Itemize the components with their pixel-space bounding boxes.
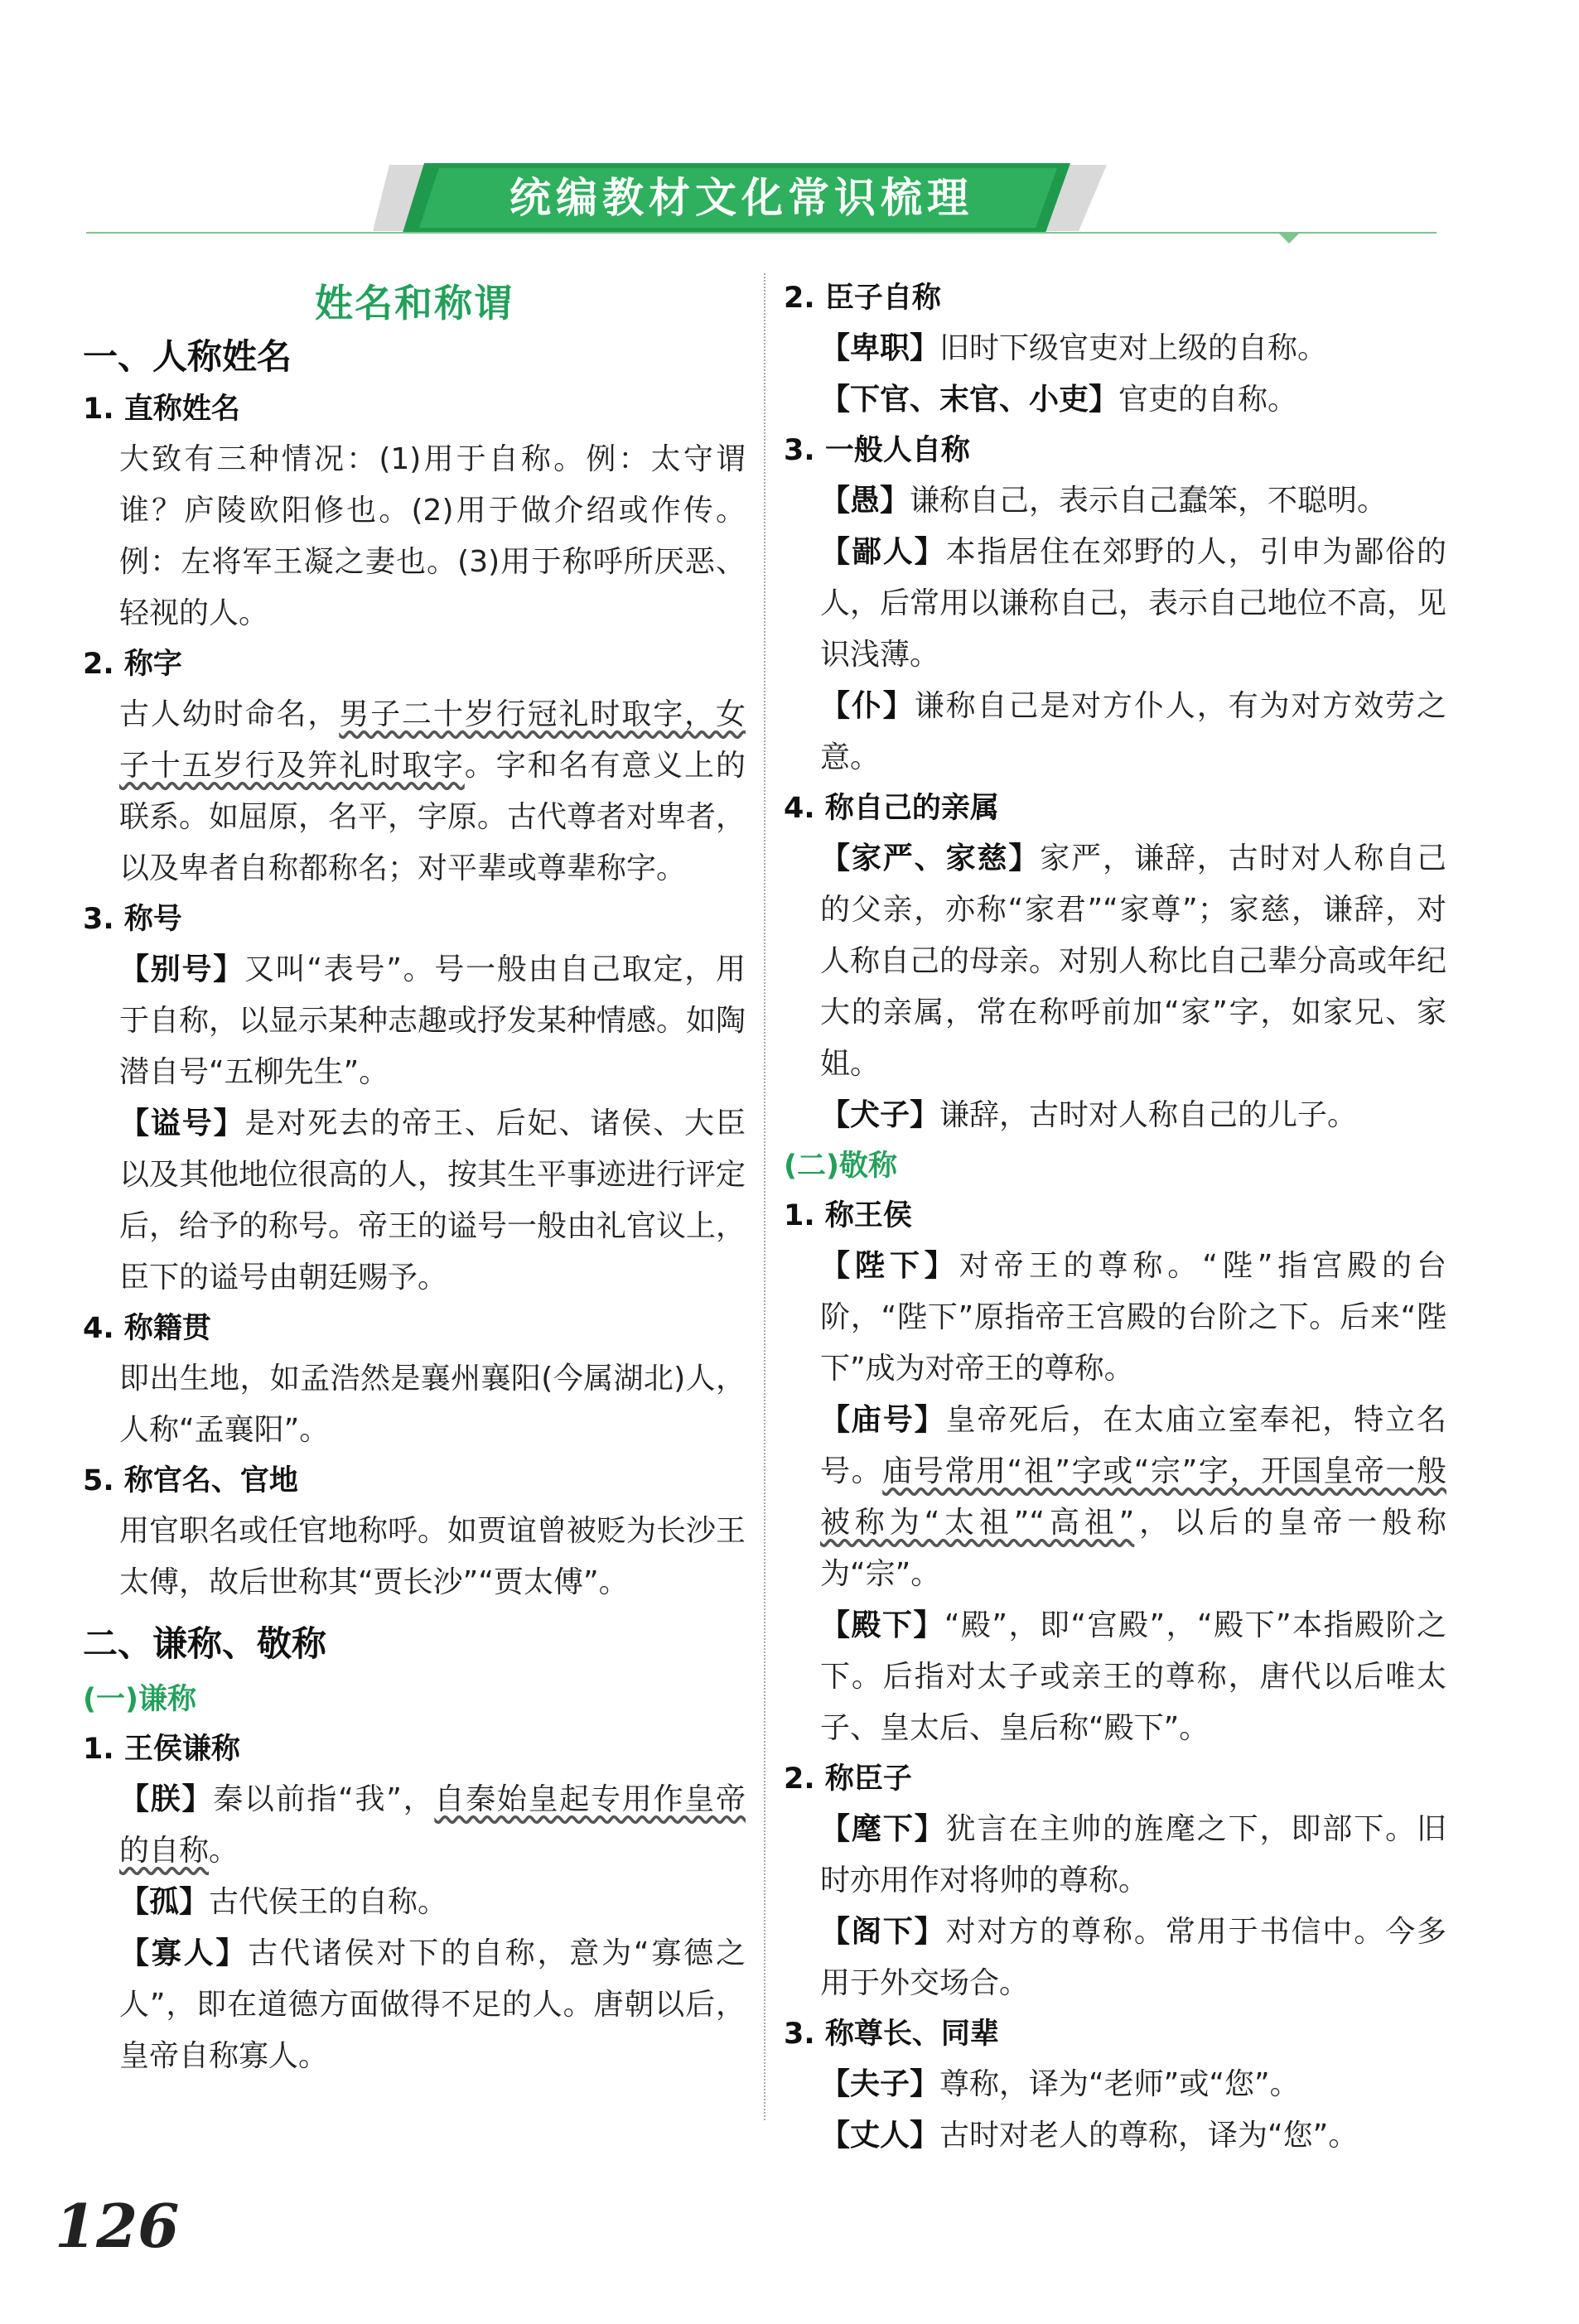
paragraph: 即出生地，如孟浩然是襄州襄阳(今属湖北)人，人称“孟襄阳”。 [119, 1362, 746, 1447]
term-entry [784, 374, 1446, 426]
term: 【夫子】 [820, 2067, 940, 2101]
term: 【陛下】 [820, 1249, 959, 1283]
definition: 对对方的尊称。常用于书信中。今多用于外交场合。 [820, 1915, 1446, 2000]
term: 【仆】 [820, 689, 915, 723]
page-number: 126 [55, 2191, 180, 2261]
term: 【阁下】 [820, 1915, 946, 1949]
term: 【孤】 [119, 1885, 210, 1919]
subheading: 1. 直称姓名 [83, 393, 240, 426]
term-entry [784, 475, 1446, 527]
subheading: 4. 称自己的亲属 [784, 792, 999, 825]
term: 【愚】 [820, 484, 910, 518]
term: 【下官、末官、小吏】 [820, 383, 1119, 417]
term: 【别号】 [119, 952, 244, 986]
definition: 皇帝死后，在太庙立室奉祀，特立名号。 [820, 1403, 1446, 1488]
term-entry [784, 681, 1446, 784]
term-entry [784, 833, 1446, 1090]
definition: 犹言在主帅的旌麾之下，即部下。旧时亦用作对将帅的尊称。 [820, 1812, 1446, 1897]
term: 【麾下】 [820, 1812, 946, 1846]
term-entry [784, 2059, 1446, 2110]
banner-title: 统编教材文化常识梳理 [509, 174, 973, 222]
paragraph: 大致有三种情况：(1)用于自称。例：太守谓谁？庐陵欧阳修也。(2)用于做介绍或作传。例：左将军王凝之妻也。(3)用于称呼所厌恶、轻视的人。 [119, 442, 746, 630]
subheading: 2. 称字 [83, 648, 182, 681]
term-entry [83, 1098, 746, 1304]
text: 。字和名有意义上的联系。如屈原，名平，字原。古代尊者对卑者，以及卑者自称都称名；对平辈或尊辈称字。 [119, 749, 746, 885]
term: 【犬子】 [820, 1098, 940, 1132]
subheading: 3. 称尊长、同辈 [784, 2018, 999, 2051]
definition: 秦以前指“我”， [213, 1782, 435, 1816]
subheading-humble: (一)谦称 [83, 1683, 196, 1716]
term: 【鄙人】 [820, 535, 946, 569]
term-entry [784, 1907, 1446, 2009]
definition: 古代诸侯对下的自称，意为“寡德之人”，即在道德方面做得不足的人。唐朝以后，皇帝自称寡人。 [119, 1936, 746, 2073]
subheading: 3. 称号 [83, 903, 182, 936]
term-entry [784, 1090, 1446, 1141]
term: 【丈人】 [820, 2119, 940, 2153]
definition: 家严，谦辞，古时对人称自己的父亲，亦称“家君”“家尊”；家慈，谦辞，对人称自己的母亲。对别人称比自己辈分高或年纪大的亲属，常在称呼前加“家”字，如家兄、家姐。 [820, 841, 1447, 1081]
heading-names: 一、人称姓名 [83, 336, 292, 377]
right-column [784, 273, 1446, 2162]
term-entry [83, 944, 746, 1098]
subheading-respect: (二)敬称 [784, 1150, 897, 1183]
definition: 又叫“表号”。号一般由自己取定，用于自称，以显示某种志趣或抒发某种情感。如陶潜自号“五柳先生”。 [119, 952, 746, 1089]
definition: 谦称自己，表示自己蠢笨，不聪明。 [910, 484, 1388, 518]
subheading: 2. 臣子自称 [784, 282, 941, 315]
term-entry [784, 323, 1446, 374]
definition: 谦辞，古时对人称自己的儿子。 [939, 1098, 1358, 1132]
term-entry [784, 1395, 1446, 1600]
heading-titles: 二、谦称、敬称 [83, 1623, 327, 1664]
paragraph: 用官职名或任官地称呼。如贾谊曾被贬为长沙王太傅，故后世称其“贾长沙”“贾太傅”。 [119, 1514, 746, 1599]
term: 【卑职】 [820, 331, 940, 365]
definition: 对帝王的尊称。“陛”指宫殿的台阶，“陛下”原指帝王宫殿的台阶之下。后来“陛下”成为对帝王的尊称。 [820, 1249, 1446, 1386]
term-entry [784, 1241, 1446, 1395]
definition: 是对死去的帝王、后妃、诸侯、大臣以及其他地位很高的人，按其生平事迹进行评定后，给予的称号。帝王的谥号一般由礼官议上，臣下的谥号由朝廷赐予。 [119, 1107, 746, 1295]
definition: 官吏的自称。 [1118, 383, 1298, 417]
term-entry [83, 1774, 746, 1877]
definition: 古代侯王的自称。 [209, 1885, 448, 1919]
underlined-text: 男子二十岁行冠礼时取字，女子十五岁行及笄礼时取字 [119, 697, 746, 783]
underlined-text: 自秦始皇起专用作皇帝的自称 [119, 1782, 746, 1868]
header-rule [86, 232, 1437, 234]
term: 【朕】 [119, 1782, 214, 1816]
header-rule-notch [1277, 232, 1301, 243]
term-entry [784, 1600, 1446, 1754]
subheading: 3. 一般人自称 [784, 434, 970, 467]
text: 古人幼时命名， [119, 697, 340, 731]
definition: 古时对老人的尊称，译为“您”。 [939, 2119, 1359, 2153]
subheading: 1. 称王侯 [784, 1199, 912, 1232]
subheading: 4. 称籍贯 [83, 1312, 211, 1345]
term-entry [784, 527, 1446, 681]
subheading: 5. 称官名、官地 [83, 1464, 298, 1497]
column-divider [764, 273, 765, 2120]
term: 【庙号】 [820, 1403, 946, 1437]
definition: 谦称自己是对方仆人，有为对方效劳之意。 [820, 689, 1446, 774]
definition: 尊称，译为“老师”或“您”。 [939, 2067, 1300, 2101]
subheading: 2. 称臣子 [784, 1762, 912, 1796]
left-column [83, 273, 746, 2082]
term: 【寡人】 [119, 1936, 249, 1970]
term-entry [83, 1877, 746, 1928]
term: 【家严、家慈】 [820, 841, 1041, 875]
underlined-text: 庙号常用“祖”字或“宗”字，开国皇帝一般被称为“太祖”“高祖” [820, 1454, 1446, 1540]
term-entry [83, 1928, 746, 2082]
definition: 本指居住在郊野的人，引申为鄙俗的人，后常用以谦称自己，表示自己地位不高，见识浅薄。 [820, 535, 1447, 672]
header-banner [373, 160, 1110, 236]
term: 【殿下】 [820, 1608, 944, 1642]
term-entry [784, 2110, 1446, 2162]
term-entry [784, 1804, 1446, 1907]
definition: “殿”，即“宫殿”，“殿下”本指殿阶之下。后指对太子或亲王的尊称，唐代以后唯太子、皇太后、皇后称“殿下”。 [820, 1608, 1446, 1745]
definition: ，以后的皇帝一般称为“宗”。 [820, 1506, 1446, 1591]
subheading: 1. 王侯谦称 [83, 1733, 240, 1766]
paragraph [83, 689, 746, 894]
term: 【谥号】 [119, 1107, 245, 1140]
definition: 。 [209, 1834, 239, 1868]
section-title: 姓名和称谓 [315, 281, 514, 325]
definition: 旧时下级官吏对上级的自称。 [939, 331, 1328, 365]
